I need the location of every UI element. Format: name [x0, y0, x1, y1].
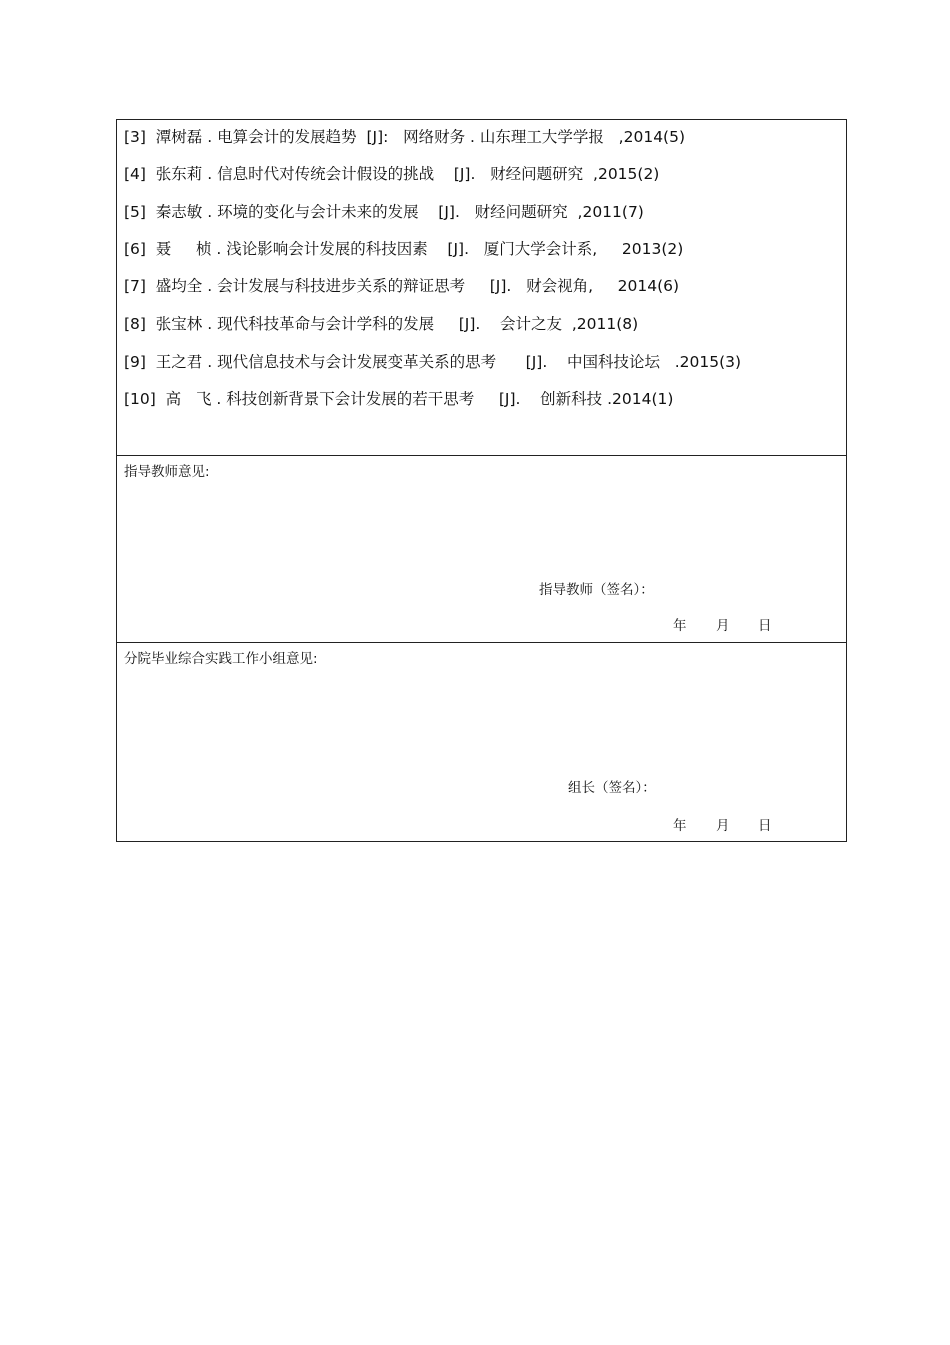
advisor-signature-label: 指导教师（签名）： — [539, 582, 654, 598]
date-year-label: 年 — [673, 818, 687, 834]
reference-item: [10] 高 飞 . 科技创新背景下会计发展的若干思考 [J]. 创新科技 .2014(1) — [124, 390, 674, 408]
group-date-line — [117, 814, 846, 834]
reference-item: [7] 盛均全 . 会计发展与科技进步关系的辩证思考 [J]. 财会视角, 2014(6) — [124, 277, 680, 295]
reference-item: [4] 张东莉 . 信息时代对传统会计假设的挑战 [J]. 财经问题研究 ,2015(2) — [124, 165, 660, 183]
reference-item: [5] 秦志敏 . 环境的变化与会计未来的发展 [J]. 财经问题研究 ,2011(7) — [124, 203, 644, 221]
reference-item: [9] 王之君 . 现代信息技术与会计发展变革关系的思考 [J]. 中国科技论坛 .2015(3) — [124, 353, 742, 371]
reference-item: [8] 张宝林 . 现代科技革命与会计学科的发展 [J]. 会计之友 ,2011(8) — [124, 315, 639, 333]
advisor-date-line — [117, 614, 846, 634]
group-opinion-heading: 分院毕业综合实践工作小组意见: — [124, 651, 318, 667]
evaluation-form-table — [116, 119, 847, 842]
references-section — [117, 120, 846, 456]
group-leader-signature-label: 组长（签名）： — [568, 780, 656, 796]
date-day-label: 日 — [758, 818, 772, 834]
date-month-label: 月 — [716, 818, 730, 834]
advisor-opinion-section — [117, 456, 846, 643]
date-month-label: 月 — [716, 618, 730, 634]
reference-item: [6] 聂 桢 . 浅论影响会计发展的科技因素 [J]. 厦门大学会计系, 2013(2) — [124, 240, 684, 258]
advisor-opinion-heading: 指导教师意见: — [124, 464, 210, 480]
date-year-label: 年 — [673, 618, 687, 634]
reference-item: [3] 潭树磊 . 电算会计的发展趋势 [J]: 网络财务 . 山东理工大学学报 ,2014(5) — [124, 128, 686, 146]
group-opinion-section — [117, 643, 846, 841]
date-day-label: 日 — [758, 618, 772, 634]
